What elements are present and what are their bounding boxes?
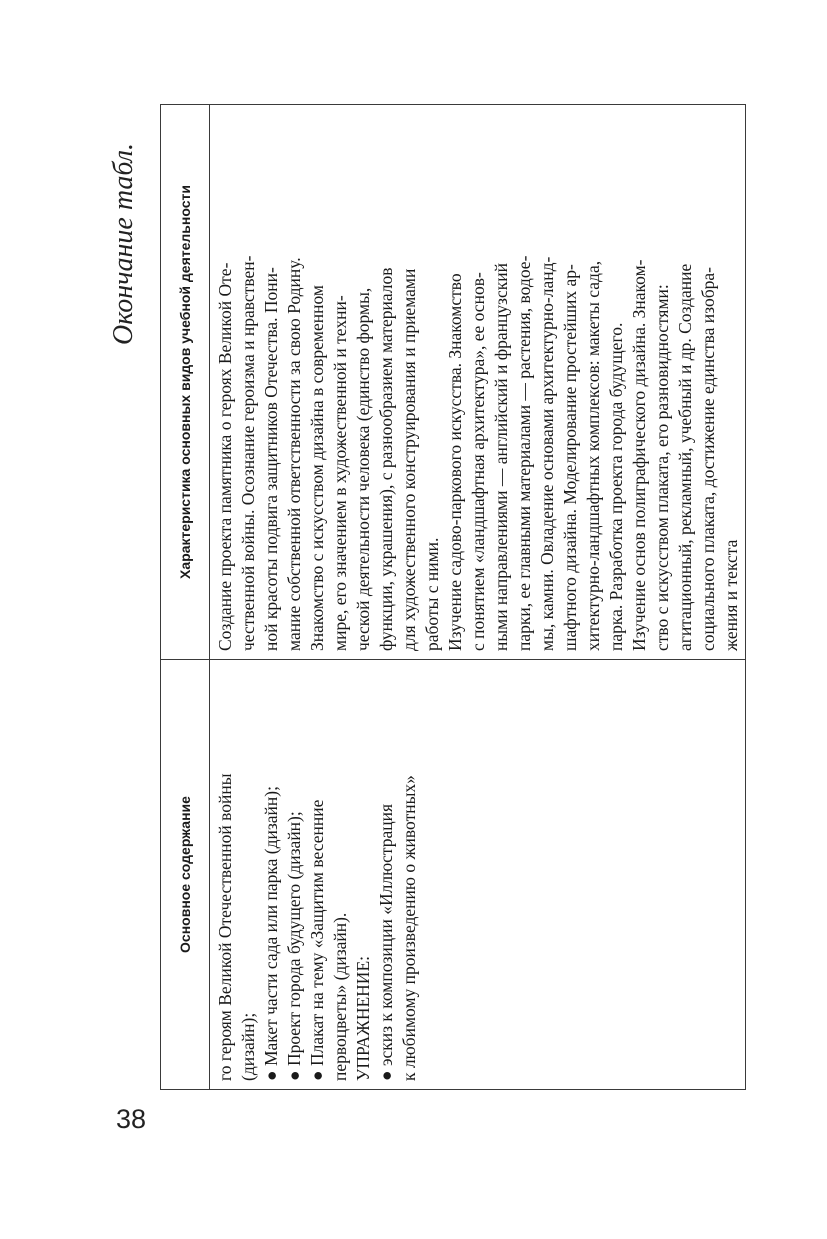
right-line: чественной войны. Осознание героизма и нравствен-: [238, 255, 258, 651]
page-number: 38: [116, 1104, 147, 1134]
right-line: мание собственной ответственности за свою Родину.: [284, 257, 304, 651]
left-line: УПРАЖНЕНИЕ:: [353, 956, 373, 1081]
content-table: [160, 104, 746, 1090]
header-activity-characteristics: Характеристика основных видов учебной деятельности: [161, 105, 210, 660]
header-main-content: Основное содержание: [161, 660, 210, 1090]
left-line: ● Плакат на тему «Защитим весенние: [307, 799, 327, 1081]
right-line: ными направлениями — английский и французский: [491, 263, 511, 651]
left-line: ● Проект города будущего (дизайн);: [284, 811, 304, 1081]
right-line: шафтного дизайна. Моделирование простейших ар-: [560, 264, 580, 651]
right-line: функции, украшения), с разнообразием материалов: [376, 267, 396, 651]
right-cell: [210, 105, 746, 660]
right-line: Изучение садово-паркового искусства. Знакомство: [445, 273, 465, 651]
left-line: ● Макет части сада или парка (дизайн);: [261, 786, 281, 1081]
right-line: с понятием «ландшафтная архитектура», ее основ-: [468, 272, 488, 651]
right-line: парка. Разработка проекта города будущего.: [606, 322, 626, 651]
right-line: Знакомство с искусством дизайна в современном: [307, 285, 327, 651]
left-line: к любимому произведению о животных»: [399, 775, 419, 1081]
left-cell: [210, 660, 746, 1090]
right-line: ство с искусством плаката, его разновидностями:: [652, 284, 672, 651]
right-line: для художественного конструирования и приемами: [399, 268, 419, 651]
right-line: ческой деятельности человека (единство формы,: [353, 287, 373, 651]
right-line: парки, ее главными материалами — растения, водое-: [514, 255, 534, 651]
table-row: [210, 105, 746, 1090]
header-row: [161, 105, 210, 1090]
left-line: ● эскиз к композиции «Иллюстрация: [376, 803, 396, 1081]
right-line: работы с ними.: [422, 537, 442, 651]
left-line: го героям Великой Отечественной войны: [215, 773, 235, 1081]
right-line: ной красоты подвига защитников Отечества. Пони-: [261, 267, 281, 651]
continuation-label: Окончание табл.: [108, 143, 139, 345]
left-line: (дизайн);: [238, 1012, 258, 1081]
right-line: жения и текста: [721, 539, 741, 651]
right-line: Создание проекта памятника о героях Великой Оте-: [215, 262, 235, 651]
right-line: мы, камни. Овладение основами архитектурно-ланд-: [537, 256, 557, 651]
rotated-table-area: [108, 105, 741, 1090]
right-line: агитационный, рекламный, учебный и др. Создание: [675, 263, 695, 651]
right-line: хитектурно-ландшафтных комплексов: макеты сада,: [583, 260, 603, 651]
right-line: мире, его значением в художественной и техни-: [330, 295, 350, 651]
left-line: первоцветы» (дизайн).: [330, 912, 350, 1081]
right-line: социального плаката, достижение единства изобра-: [698, 267, 718, 651]
right-line: Изучение основ полиграфического дизайна. Знаком-: [629, 259, 649, 651]
